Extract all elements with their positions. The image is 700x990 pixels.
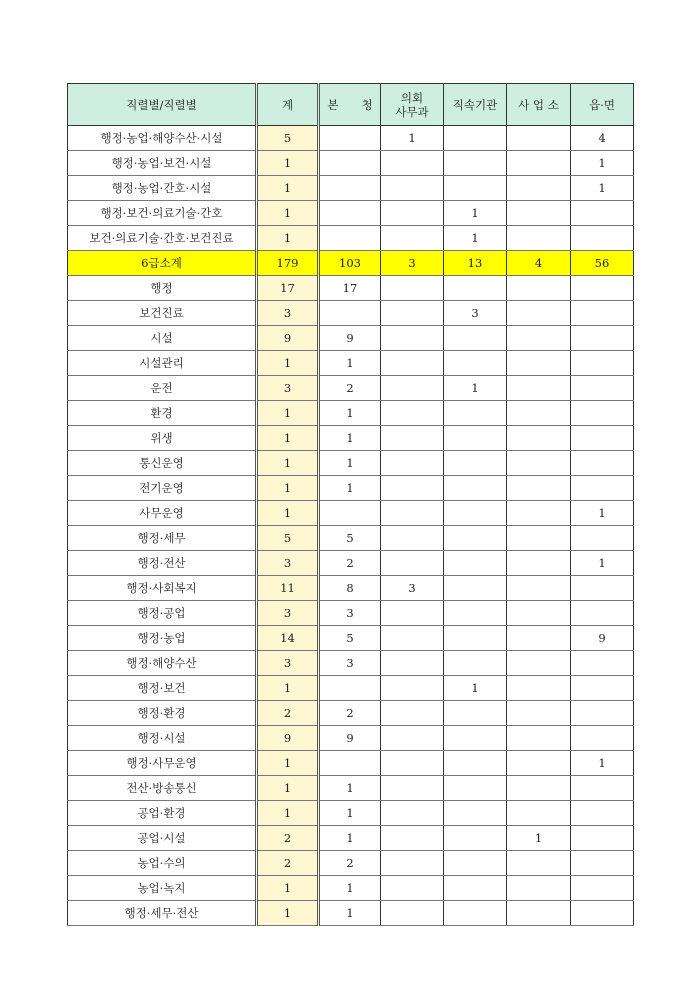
cell-main-office xyxy=(319,676,381,701)
cell-council-office xyxy=(381,326,444,351)
cell-council-office xyxy=(381,851,444,876)
cell-main-office xyxy=(319,126,381,151)
row-category: 전산·방송통신 xyxy=(68,776,257,801)
cell-town-township xyxy=(571,301,634,326)
table-row xyxy=(68,551,634,576)
cell-affiliated-agency xyxy=(444,901,507,926)
cell-town-township xyxy=(571,426,634,451)
cell-business-office xyxy=(507,876,571,901)
cell-affiliated-agency xyxy=(444,726,507,751)
cell-town-township: 1 xyxy=(571,501,634,526)
cell-main-office: 2 xyxy=(319,701,381,726)
cell-council-office: 1 xyxy=(381,126,444,151)
header-category: 직렬별/직렬별 xyxy=(68,84,257,126)
row-category: 보건진료 xyxy=(68,301,257,326)
cell-total: 11 xyxy=(257,576,319,601)
cell-town-township: 1 xyxy=(571,551,634,576)
row-category: 행정·전산 xyxy=(68,551,257,576)
table-row xyxy=(68,401,634,426)
cell-total: 2 xyxy=(257,826,319,851)
row-category: 행정·농업·보건·시설 xyxy=(68,151,257,176)
row-category: 공업·시설 xyxy=(68,826,257,851)
cell-total: 1 xyxy=(257,476,319,501)
cell-council-office xyxy=(381,626,444,651)
cell-business-office xyxy=(507,326,571,351)
cell-total: 1 xyxy=(257,801,319,826)
cell-town-township xyxy=(571,576,634,601)
row-category: 행정·해양수산 xyxy=(68,651,257,676)
cell-main-office: 2 xyxy=(319,851,381,876)
cell-main-office: 17 xyxy=(319,276,381,301)
cell-affiliated-agency xyxy=(444,451,507,476)
header-total: 계 xyxy=(257,84,319,126)
cell-affiliated-agency xyxy=(444,476,507,501)
cell-town-township xyxy=(571,726,634,751)
cell-affiliated-agency xyxy=(444,751,507,776)
cell-affiliated-agency xyxy=(444,176,507,201)
cell-total: 3 xyxy=(257,301,319,326)
table-row xyxy=(68,151,634,176)
cell-affiliated-agency: 1 xyxy=(444,226,507,251)
cell-total: 3 xyxy=(257,651,319,676)
table-row xyxy=(68,376,634,401)
cell-town-township xyxy=(571,776,634,801)
header-row xyxy=(68,84,634,126)
cell-total: 5 xyxy=(257,126,319,151)
cell-town-township: 56 xyxy=(571,251,634,276)
cell-business-office: 1 xyxy=(507,826,571,851)
table-row xyxy=(68,901,634,926)
cell-business-office xyxy=(507,751,571,776)
cell-business-office xyxy=(507,801,571,826)
cell-total: 14 xyxy=(257,626,319,651)
row-category: 시설 xyxy=(68,326,257,351)
cell-affiliated-agency xyxy=(444,551,507,576)
cell-town-township xyxy=(571,226,634,251)
cell-council-office xyxy=(381,476,444,501)
staffing-table xyxy=(67,83,634,926)
cell-council-office xyxy=(381,501,444,526)
cell-council-office xyxy=(381,826,444,851)
table-row xyxy=(68,576,634,601)
row-category: 행정·공업 xyxy=(68,601,257,626)
row-category: 행정 xyxy=(68,276,257,301)
cell-main-office: 3 xyxy=(319,601,381,626)
subtotal-row xyxy=(68,251,634,276)
cell-main-office xyxy=(319,151,381,176)
cell-total: 1 xyxy=(257,351,319,376)
cell-town-township xyxy=(571,451,634,476)
row-category: 행정·세무 xyxy=(68,526,257,551)
row-category: 보건·의료기술·간호·보건진료 xyxy=(68,226,257,251)
cell-affiliated-agency xyxy=(444,501,507,526)
table-row xyxy=(68,126,634,151)
cell-town-township xyxy=(571,526,634,551)
cell-council-office xyxy=(381,451,444,476)
cell-affiliated-agency: 3 xyxy=(444,301,507,326)
cell-main-office: 2 xyxy=(319,376,381,401)
table-row xyxy=(68,801,634,826)
row-category: 행정·농업 xyxy=(68,626,257,651)
row-category: 행정·보건·의료기술·간호 xyxy=(68,201,257,226)
cell-main-office: 1 xyxy=(319,801,381,826)
table-row xyxy=(68,476,634,501)
cell-town-township xyxy=(571,676,634,701)
table-row xyxy=(68,601,634,626)
cell-main-office: 5 xyxy=(319,526,381,551)
cell-council-office xyxy=(381,401,444,426)
cell-main-office: 8 xyxy=(319,576,381,601)
cell-council-office xyxy=(381,751,444,776)
cell-total: 1 xyxy=(257,401,319,426)
cell-affiliated-agency xyxy=(444,826,507,851)
cell-total: 3 xyxy=(257,601,319,626)
table-row xyxy=(68,651,634,676)
cell-main-office xyxy=(319,176,381,201)
cell-business-office xyxy=(507,401,571,426)
cell-business-office xyxy=(507,776,571,801)
cell-council-office xyxy=(381,276,444,301)
cell-affiliated-agency xyxy=(444,351,507,376)
cell-total: 1 xyxy=(257,151,319,176)
cell-council-office: 3 xyxy=(381,576,444,601)
cell-town-township xyxy=(571,651,634,676)
cell-main-office xyxy=(319,201,381,226)
table-row xyxy=(68,351,634,376)
cell-council-office xyxy=(381,901,444,926)
cell-main-office: 1 xyxy=(319,776,381,801)
cell-main-office: 1 xyxy=(319,876,381,901)
cell-total: 3 xyxy=(257,376,319,401)
cell-business-office xyxy=(507,851,571,876)
header-main-office: 본 청 xyxy=(319,84,381,126)
cell-business-office xyxy=(507,601,571,626)
cell-business-office xyxy=(507,426,571,451)
cell-total: 1 xyxy=(257,501,319,526)
cell-town-township xyxy=(571,376,634,401)
cell-affiliated-agency xyxy=(444,851,507,876)
header-business-office: 사 업 소 xyxy=(507,84,571,126)
cell-main-office xyxy=(319,301,381,326)
cell-business-office xyxy=(507,901,571,926)
row-category: 공업·환경 xyxy=(68,801,257,826)
cell-affiliated-agency xyxy=(444,876,507,901)
cell-total: 1 xyxy=(257,226,319,251)
table-row xyxy=(68,626,634,651)
cell-main-office: 3 xyxy=(319,651,381,676)
cell-council-office xyxy=(381,701,444,726)
row-category: 농업·수의 xyxy=(68,851,257,876)
cell-business-office xyxy=(507,351,571,376)
cell-council-office xyxy=(381,426,444,451)
table-row xyxy=(68,751,634,776)
cell-business-office xyxy=(507,726,571,751)
row-category: 환경 xyxy=(68,401,257,426)
cell-affiliated-agency xyxy=(444,276,507,301)
cell-town-township xyxy=(571,826,634,851)
table-row xyxy=(68,276,634,301)
row-category: 행정·사무운영 xyxy=(68,751,257,776)
table-row xyxy=(68,726,634,751)
cell-council-office xyxy=(381,551,444,576)
cell-total: 9 xyxy=(257,726,319,751)
header-town-township: 읍·면 xyxy=(571,84,634,126)
cell-affiliated-agency: 1 xyxy=(444,676,507,701)
cell-business-office xyxy=(507,201,571,226)
table-row xyxy=(68,201,634,226)
cell-business-office xyxy=(507,176,571,201)
cell-affiliated-agency xyxy=(444,326,507,351)
cell-affiliated-agency xyxy=(444,426,507,451)
cell-business-office xyxy=(507,701,571,726)
cell-business-office xyxy=(507,226,571,251)
header-council-office: 의회 사무과 xyxy=(381,84,444,126)
table-row xyxy=(68,301,634,326)
cell-council-office xyxy=(381,201,444,226)
cell-town-township xyxy=(571,601,634,626)
cell-total: 1 xyxy=(257,751,319,776)
table-row xyxy=(68,451,634,476)
table-row xyxy=(68,501,634,526)
cell-affiliated-agency: 1 xyxy=(444,201,507,226)
cell-main-office: 1 xyxy=(319,901,381,926)
cell-main-office: 1 xyxy=(319,401,381,426)
cell-total: 3 xyxy=(257,551,319,576)
cell-business-office xyxy=(507,576,571,601)
cell-town-township xyxy=(571,701,634,726)
cell-main-office: 1 xyxy=(319,451,381,476)
cell-council-office xyxy=(381,726,444,751)
cell-business-office xyxy=(507,551,571,576)
row-category: 행정·보건 xyxy=(68,676,257,701)
row-category: 행정·시설 xyxy=(68,726,257,751)
cell-total: 17 xyxy=(257,276,319,301)
cell-town-township: 1 xyxy=(571,151,634,176)
cell-total: 1 xyxy=(257,176,319,201)
cell-council-office xyxy=(381,801,444,826)
header-affiliated-agency: 직속기관 xyxy=(444,84,507,126)
cell-council-office xyxy=(381,151,444,176)
cell-council-office xyxy=(381,676,444,701)
cell-main-office xyxy=(319,501,381,526)
cell-affiliated-agency xyxy=(444,776,507,801)
cell-council-office xyxy=(381,601,444,626)
cell-main-office: 2 xyxy=(319,551,381,576)
cell-affiliated-agency xyxy=(444,401,507,426)
row-category: 사무운영 xyxy=(68,501,257,526)
cell-council-office xyxy=(381,351,444,376)
cell-total: 1 xyxy=(257,676,319,701)
row-category: 행정·농업·간호·시설 xyxy=(68,176,257,201)
cell-main-office xyxy=(319,226,381,251)
cell-council-office xyxy=(381,876,444,901)
row-category: 행정·사회복지 xyxy=(68,576,257,601)
row-category: 행정·농업·해양수산·시설 xyxy=(68,126,257,151)
table-row xyxy=(68,876,634,901)
table-row xyxy=(68,676,634,701)
row-category: 위생 xyxy=(68,426,257,451)
cell-affiliated-agency xyxy=(444,526,507,551)
table-row xyxy=(68,826,634,851)
cell-council-office xyxy=(381,176,444,201)
cell-affiliated-agency xyxy=(444,601,507,626)
cell-business-office xyxy=(507,526,571,551)
cell-council-office xyxy=(381,226,444,251)
row-category: 전기운영 xyxy=(68,476,257,501)
cell-council-office xyxy=(381,301,444,326)
cell-main-office: 1 xyxy=(319,826,381,851)
cell-main-office: 9 xyxy=(319,726,381,751)
cell-total: 1 xyxy=(257,901,319,926)
cell-affiliated-agency xyxy=(444,126,507,151)
cell-business-office xyxy=(507,126,571,151)
row-category: 행정·세무·전산 xyxy=(68,901,257,926)
table-row xyxy=(68,776,634,801)
cell-business-office xyxy=(507,451,571,476)
cell-town-township xyxy=(571,201,634,226)
cell-affiliated-agency xyxy=(444,701,507,726)
cell-council-office xyxy=(381,651,444,676)
cell-total: 1 xyxy=(257,876,319,901)
cell-town-township xyxy=(571,801,634,826)
cell-total: 1 xyxy=(257,201,319,226)
cell-business-office xyxy=(507,651,571,676)
cell-town-township: 4 xyxy=(571,126,634,151)
cell-business-office xyxy=(507,276,571,301)
table-row xyxy=(68,226,634,251)
row-category: 6급소계 xyxy=(68,251,257,276)
cell-main-office: 9 xyxy=(319,326,381,351)
cell-town-township xyxy=(571,351,634,376)
cell-total: 2 xyxy=(257,701,319,726)
cell-main-office: 1 xyxy=(319,351,381,376)
cell-affiliated-agency: 1 xyxy=(444,376,507,401)
table-row xyxy=(68,326,634,351)
table-row xyxy=(68,851,634,876)
cell-affiliated-agency xyxy=(444,151,507,176)
cell-town-township xyxy=(571,901,634,926)
cell-main-office: 103 xyxy=(319,251,381,276)
cell-business-office xyxy=(507,626,571,651)
cell-town-township xyxy=(571,851,634,876)
cell-affiliated-agency: 13 xyxy=(444,251,507,276)
cell-total: 1 xyxy=(257,426,319,451)
cell-affiliated-agency xyxy=(444,576,507,601)
row-category: 통신운영 xyxy=(68,451,257,476)
cell-business-office: 4 xyxy=(507,251,571,276)
cell-council-office xyxy=(381,776,444,801)
row-category: 시설관리 xyxy=(68,351,257,376)
table-row xyxy=(68,526,634,551)
cell-town-township xyxy=(571,326,634,351)
cell-business-office xyxy=(507,676,571,701)
cell-town-township xyxy=(571,476,634,501)
cell-business-office xyxy=(507,301,571,326)
row-category: 운전 xyxy=(68,376,257,401)
cell-business-office xyxy=(507,501,571,526)
cell-town-township xyxy=(571,876,634,901)
cell-town-township: 1 xyxy=(571,751,634,776)
cell-town-township: 9 xyxy=(571,626,634,651)
cell-council-office xyxy=(381,526,444,551)
cell-business-office xyxy=(507,376,571,401)
cell-affiliated-agency xyxy=(444,651,507,676)
cell-business-office xyxy=(507,476,571,501)
cell-council-office: 3 xyxy=(381,251,444,276)
cell-business-office xyxy=(507,151,571,176)
cell-council-office xyxy=(381,376,444,401)
cell-town-township: 1 xyxy=(571,176,634,201)
cell-total: 2 xyxy=(257,851,319,876)
cell-total: 1 xyxy=(257,776,319,801)
cell-town-township xyxy=(571,401,634,426)
table-row xyxy=(68,426,634,451)
cell-affiliated-agency xyxy=(444,801,507,826)
cell-main-office: 1 xyxy=(319,426,381,451)
cell-total: 9 xyxy=(257,326,319,351)
row-category: 행정·환경 xyxy=(68,701,257,726)
cell-total: 5 xyxy=(257,526,319,551)
cell-total: 179 xyxy=(257,251,319,276)
cell-total: 1 xyxy=(257,451,319,476)
cell-affiliated-agency xyxy=(444,626,507,651)
row-category: 농업·녹지 xyxy=(68,876,257,901)
table-row xyxy=(68,176,634,201)
cell-main-office: 1 xyxy=(319,476,381,501)
cell-main-office: 5 xyxy=(319,626,381,651)
cell-town-township xyxy=(571,276,634,301)
cell-main-office xyxy=(319,751,381,776)
table-row xyxy=(68,701,634,726)
